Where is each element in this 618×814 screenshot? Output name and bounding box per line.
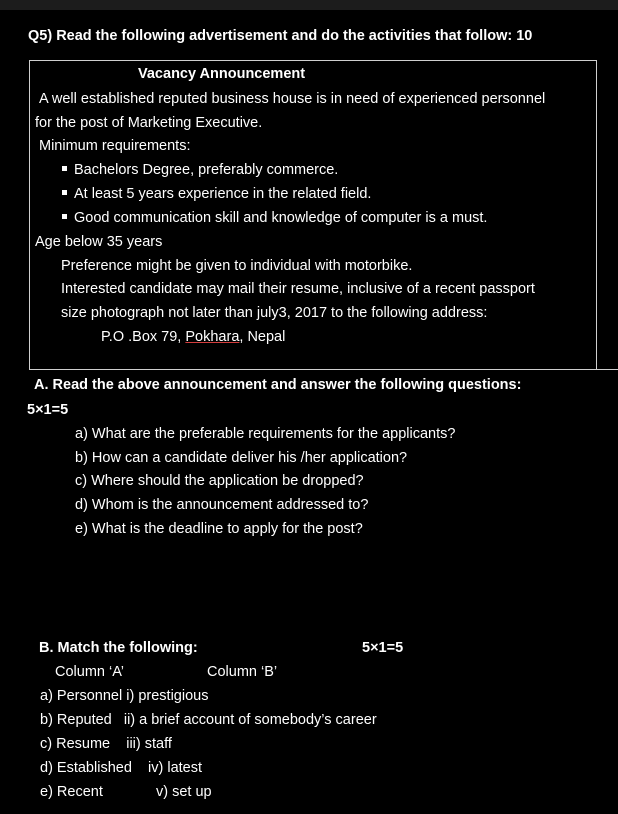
address: P.O .Box 79, Pokhara, Nepal bbox=[101, 329, 286, 345]
mail-instruction-line1: Interested candidate may mail their resume, inclusive of a recent passport bbox=[61, 281, 535, 297]
top-strip bbox=[0, 0, 618, 10]
age-requirement: Age below 35 years bbox=[35, 234, 163, 250]
box-border-right bbox=[596, 60, 597, 369]
advert-intro-line1: A well established reputed business house is in need of experienced personnel bbox=[39, 91, 546, 107]
advert-intro-line2: for the post of Marketing Executive. bbox=[35, 115, 263, 131]
question-item: a) What are the preferable requirements for the applicants? bbox=[75, 426, 456, 442]
box-border-top bbox=[29, 60, 597, 61]
section-a-heading: A. Read the above announcement and answer the following questions: bbox=[34, 377, 522, 393]
bullet-square-icon bbox=[62, 166, 67, 171]
question-header: Q5) Read the following advertisement and do the activities that follow: 10 bbox=[28, 28, 533, 44]
section-a-marks: 5×1=5 bbox=[27, 402, 69, 418]
column-a-header: Column ‘A’ bbox=[55, 664, 125, 680]
section-b-heading: B. Match the following: bbox=[39, 640, 198, 656]
question-item: e) What is the deadline to apply for the post? bbox=[75, 521, 363, 537]
match-row: b) Reputed ii) a brief account of somebody’s career bbox=[40, 712, 377, 728]
address-city: Pokhara bbox=[185, 329, 240, 345]
column-b-header: Column ‘B’ bbox=[207, 664, 278, 680]
match-row: d) Established iv) latest bbox=[40, 760, 203, 776]
match-row: a) Personnel i) prestigious bbox=[40, 688, 209, 704]
question-item: c) Where should the application be dropped? bbox=[75, 473, 364, 489]
requirement-item: At least 5 years experience in the related field. bbox=[62, 185, 371, 203]
box-border-bottom bbox=[29, 369, 618, 370]
min-requirements-label: Minimum requirements: bbox=[39, 138, 191, 154]
bullet-square-icon bbox=[62, 214, 67, 219]
mail-instruction-line2: size photograph not later than july3, 2017 to the following address: bbox=[61, 305, 488, 321]
bullet-square-icon bbox=[62, 190, 67, 195]
match-row: e) Recent v) set up bbox=[40, 784, 212, 800]
advert-title: Vacancy Announcement bbox=[138, 66, 306, 82]
requirement-item: Bachelors Degree, preferably commerce. bbox=[62, 161, 338, 179]
box-border-left bbox=[29, 60, 30, 369]
section-b-marks: 5×1=5 bbox=[362, 640, 404, 656]
match-row: c) Resume iii) staff bbox=[40, 736, 172, 752]
requirement-item: Good communication skill and knowledge of computer is a must. bbox=[62, 209, 487, 227]
preference-text: Preference might be given to individual with motorbike. bbox=[61, 258, 413, 274]
question-item: d) Whom is the announcement addressed to? bbox=[75, 497, 369, 513]
question-item: b) How can a candidate deliver his /her application? bbox=[75, 450, 408, 466]
